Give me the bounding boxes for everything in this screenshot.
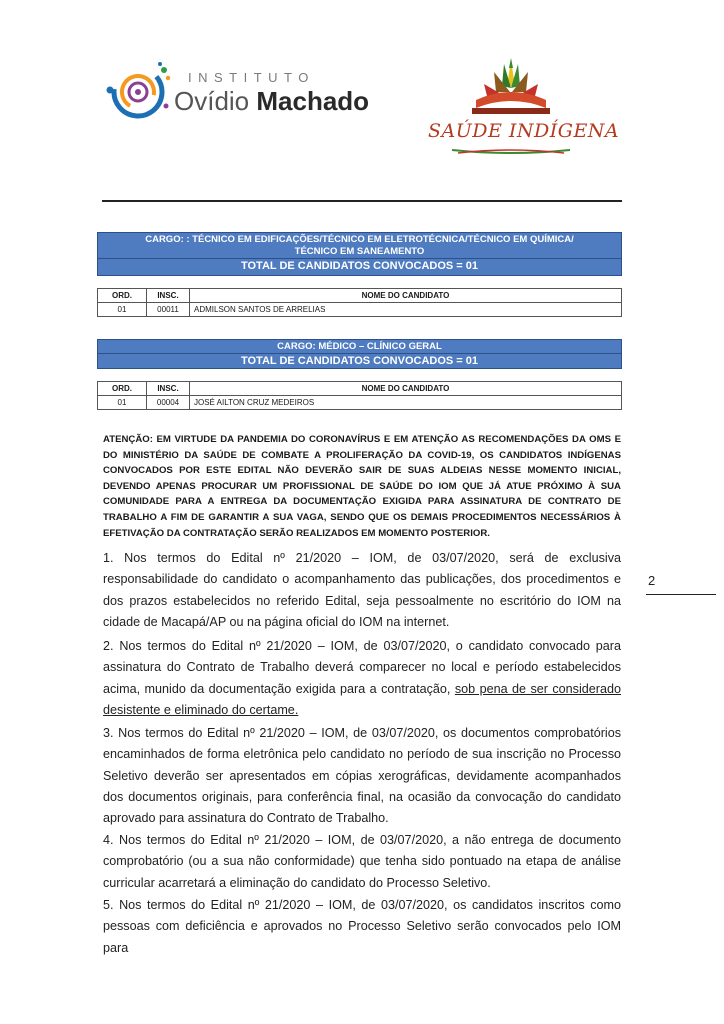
paragraph-3: 3. Nos termos do Edital nº 21/2020 – IOM, de 03/07/2020, os documentos comprobatórios encaminhados de forma eletrônica pelo candidato no período de sua inscrição no Processo Seletivo deverão ser apresentados em cópias xerográficas, devidamente acompanhados dos documentos originais, para conferência final, na ocasião da convocação do candidato aprovado para assinatura do Contrato de Trabalho. xyxy=(103,726,621,826)
attention-notice: ATENÇÃO: EM VIRTUDE DA PANDEMIA DO CORONAVÍRUS E EM ATENÇÃO AS RECOMENDAÇÕES DA OMS E DO MINISTÉRIO DA SAÚDE DE COMBATE A PROLIFERAÇÃO DA COVID-19, OS CANDIDATOS INDÍGENAS CONVOCADOS POR ESTE EDITAL NÃO DEVERÃO SAIR DE SUAS ALDEIAS NESSE MOMENTO INICIAL, DEVENDO APENAS PROCURAR UM PROFISSIONAL DE SAÚDE DO IOM QUE JÁ ATUE PRÓXIMO À SUA COMUNIDADE PARA A ENTREGA DA DOCUMENTAÇÃO EXIGIDA PARA ASSINATURA DE CONTRATO DE TRABALHO A FIM DE GARANTIR A SUA VAGA, SENDO QUE OS DEMAIS PROCEDIMENTOS NECESSÁRIOS À EFETIVAÇÃO DA CONTRATAÇÃO SERÃO REALIZADOS EM MOMENTO POSTERIOR. xyxy=(103,434,621,539)
headdress-icon xyxy=(466,56,556,118)
candidates-table-1 xyxy=(97,288,622,317)
cargo-title-1 xyxy=(98,233,621,258)
paragraph-2-underlined: sob pena de ser considerado desistente e eliminado do certame. xyxy=(103,681,621,717)
cell-ord: 01 xyxy=(98,396,147,410)
col-insc-header: INSC. xyxy=(147,382,190,396)
col-ord-header: ORD. xyxy=(98,289,147,303)
table-row xyxy=(98,303,622,317)
cell-insc: 00011 xyxy=(147,303,190,317)
cargo-title-2: CARGO: MÉDICO – CLÍNICO GERAL xyxy=(277,341,442,352)
saude-indigena-underline-icon xyxy=(450,144,572,156)
col-insc-header: INSC. xyxy=(147,289,190,303)
paragraph-5: 5. Nos termos do Edital nº 21/2020 – IOM, de 03/07/2020, os candidatos inscritos como pessoas com deficiência e aprovados no Processo Seletivo serão convocados pelo IOM para xyxy=(103,898,621,955)
cell-insc: 00004 xyxy=(147,396,190,410)
header-divider xyxy=(102,200,622,202)
col-name-header: NOME DO CANDIDATO xyxy=(190,382,622,396)
page-number-rule xyxy=(646,594,716,595)
cell-name: ADMILSON SANTOS DE ARRELIAS xyxy=(190,303,622,317)
cargo-title-1-line1: CARGO: : TÉCNICO EM EDIFICAÇÕES/TÉCNICO EM ELETROTÉCNICA/TÉCNICO EM QUÍMICA/ xyxy=(145,234,574,245)
candidates-table-2 xyxy=(97,381,622,410)
saude-indigena-logo xyxy=(428,56,620,164)
saude-indigena-text: SAÚDE INDÍGENA xyxy=(428,120,620,142)
iom-logo-mark-icon xyxy=(102,60,174,122)
cargo-header-2 xyxy=(97,339,622,369)
iom-logo-line2-bold: Machado xyxy=(256,86,370,116)
table-header-row xyxy=(98,382,622,396)
cargo-title-1-line2: TÉCNICO EM SANEAMENTO xyxy=(294,246,425,257)
total-convocados-2: TOTAL DE CANDIDATOS CONVOCADOS = 01 xyxy=(98,353,621,368)
paragraph-2 xyxy=(103,636,621,721)
iom-logo-line1: INSTITUTO xyxy=(188,70,315,85)
cell-name: JOSÉ AILTON CRUZ MEDEIROS xyxy=(190,396,622,410)
page-number: 2 xyxy=(648,573,656,588)
table-header-row xyxy=(98,289,622,303)
cargo-header-1 xyxy=(97,232,622,276)
col-ord-header: ORD. xyxy=(98,382,147,396)
iom-logo xyxy=(102,60,370,122)
col-name-header: NOME DO CANDIDATO xyxy=(190,289,622,303)
table-row xyxy=(98,396,622,410)
paragraph-2-text: 2. Nos termos do Edital nº 21/2020 – IOM, de 03/07/2020, o candidato convocado para assinatura do Contrato de Trabalho deverá comparecer no local e período estabelecidos acima, munido da documentação exigida para a contratação, xyxy=(103,639,621,696)
paragraph-1: 1. Nos termos do Edital nº 21/2020 – IOM, de 03/07/2020, será de exclusiva responsabilidade do candidato o acompanhamento das publicações, dos procedimentos e dos prazos estabelecidos no referido Edital, seja pessoalmente no escritório do IOM na cidade de Macapá/AP ou na página oficial do IOM na internet. xyxy=(103,551,621,629)
iom-logo-line2 xyxy=(174,86,369,117)
cell-ord: 01 xyxy=(98,303,147,317)
paragraph-4: 4. Nos termos do Edital nº 21/2020 – IOM, de 03/07/2020, a não entrega de documento comprobatório (ou a sua não conformidade) que tenha sido pontuado na etapa de análise curricular acarretará a eliminação do candidato do Processo Seletivo. xyxy=(103,833,621,890)
iom-logo-line2-regular: Ovídio xyxy=(174,86,257,116)
total-convocados-1: TOTAL DE CANDIDATOS CONVOCADOS = 01 xyxy=(98,258,621,273)
